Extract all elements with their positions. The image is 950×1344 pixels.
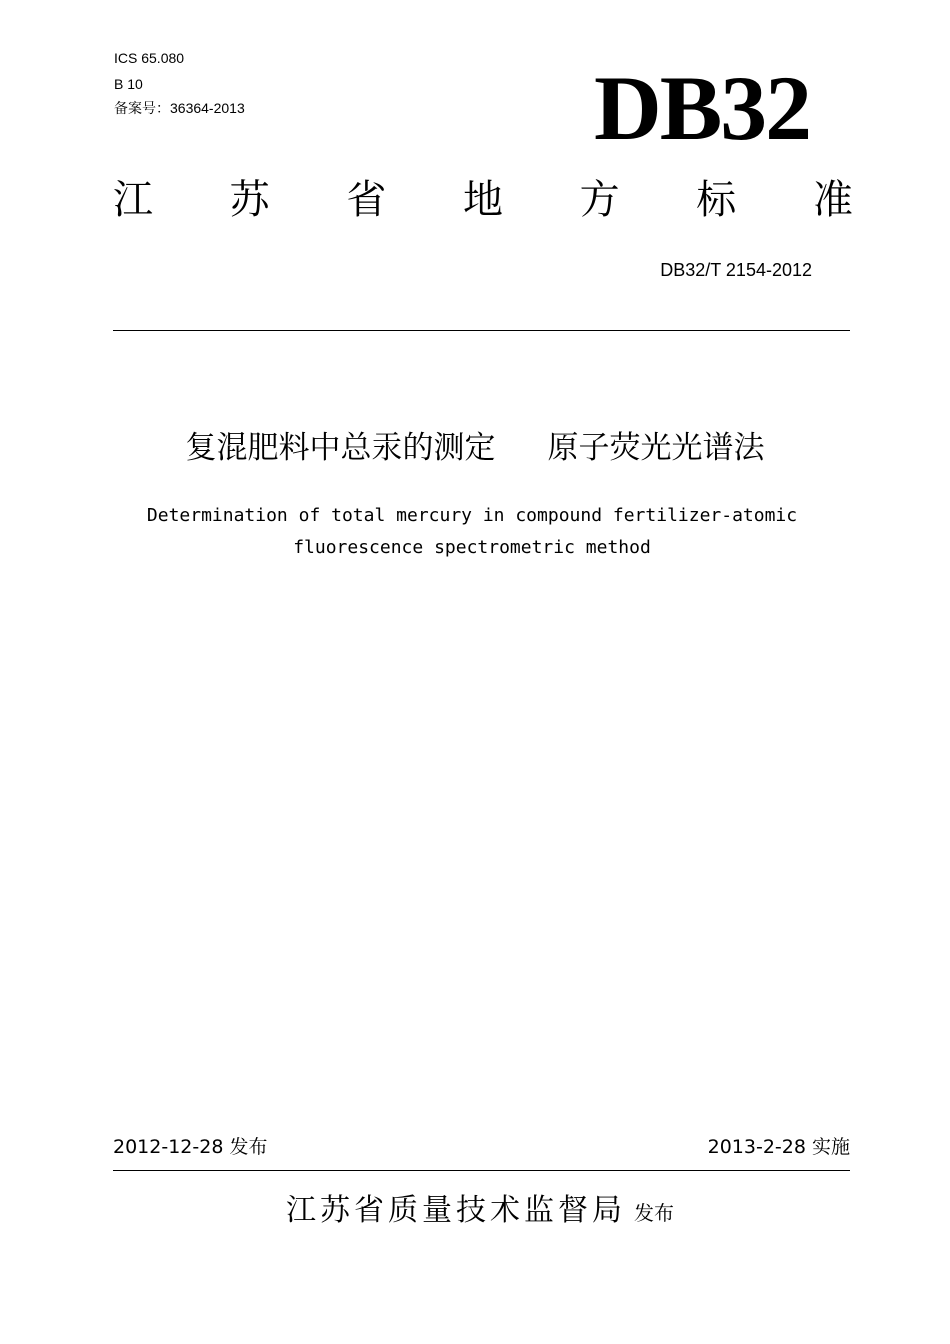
heading-char: 标 <box>696 177 737 223</box>
english-title-line2: fluorescence spectrometric method <box>293 537 651 558</box>
publisher-name: 江苏省质量技术监督局 <box>286 1193 626 1228</box>
bottom-divider <box>113 1170 850 1171</box>
top-divider <box>113 330 850 331</box>
heading-char: 苏 <box>229 177 270 223</box>
publisher <box>0 1192 950 1232</box>
chinese-title <box>0 428 950 468</box>
standard-type-heading <box>113 176 853 224</box>
publisher-suffix: 发布 <box>634 1201 674 1225</box>
chinese-title-part1: 复混肥料中总汞的测定 <box>185 430 496 466</box>
filing-number: 备案号：36364-2013 <box>114 100 245 116</box>
ics-code: ICS 65.080 <box>114 50 185 66</box>
db32-logo: DB32 <box>594 57 811 159</box>
heading-char: 地 <box>462 177 503 223</box>
heading-char: 江 <box>113 177 153 223</box>
standard-number: DB32/T 2154-2012 <box>660 260 812 280</box>
heading-char: 方 <box>579 177 620 223</box>
issue-date: 2012-12-28 发布 <box>113 1136 268 1158</box>
ccs-code: B 10 <box>114 76 143 92</box>
heading-char: 准 <box>812 177 853 223</box>
chinese-title-part2: 原子荧光光谱法 <box>547 430 765 466</box>
implementation-date: 2013-2-28 实施 <box>707 1136 850 1158</box>
english-title-line1: Determination of total mercury in compound fertilizer-atomic <box>146 505 798 526</box>
heading-char: 省 <box>346 177 387 223</box>
